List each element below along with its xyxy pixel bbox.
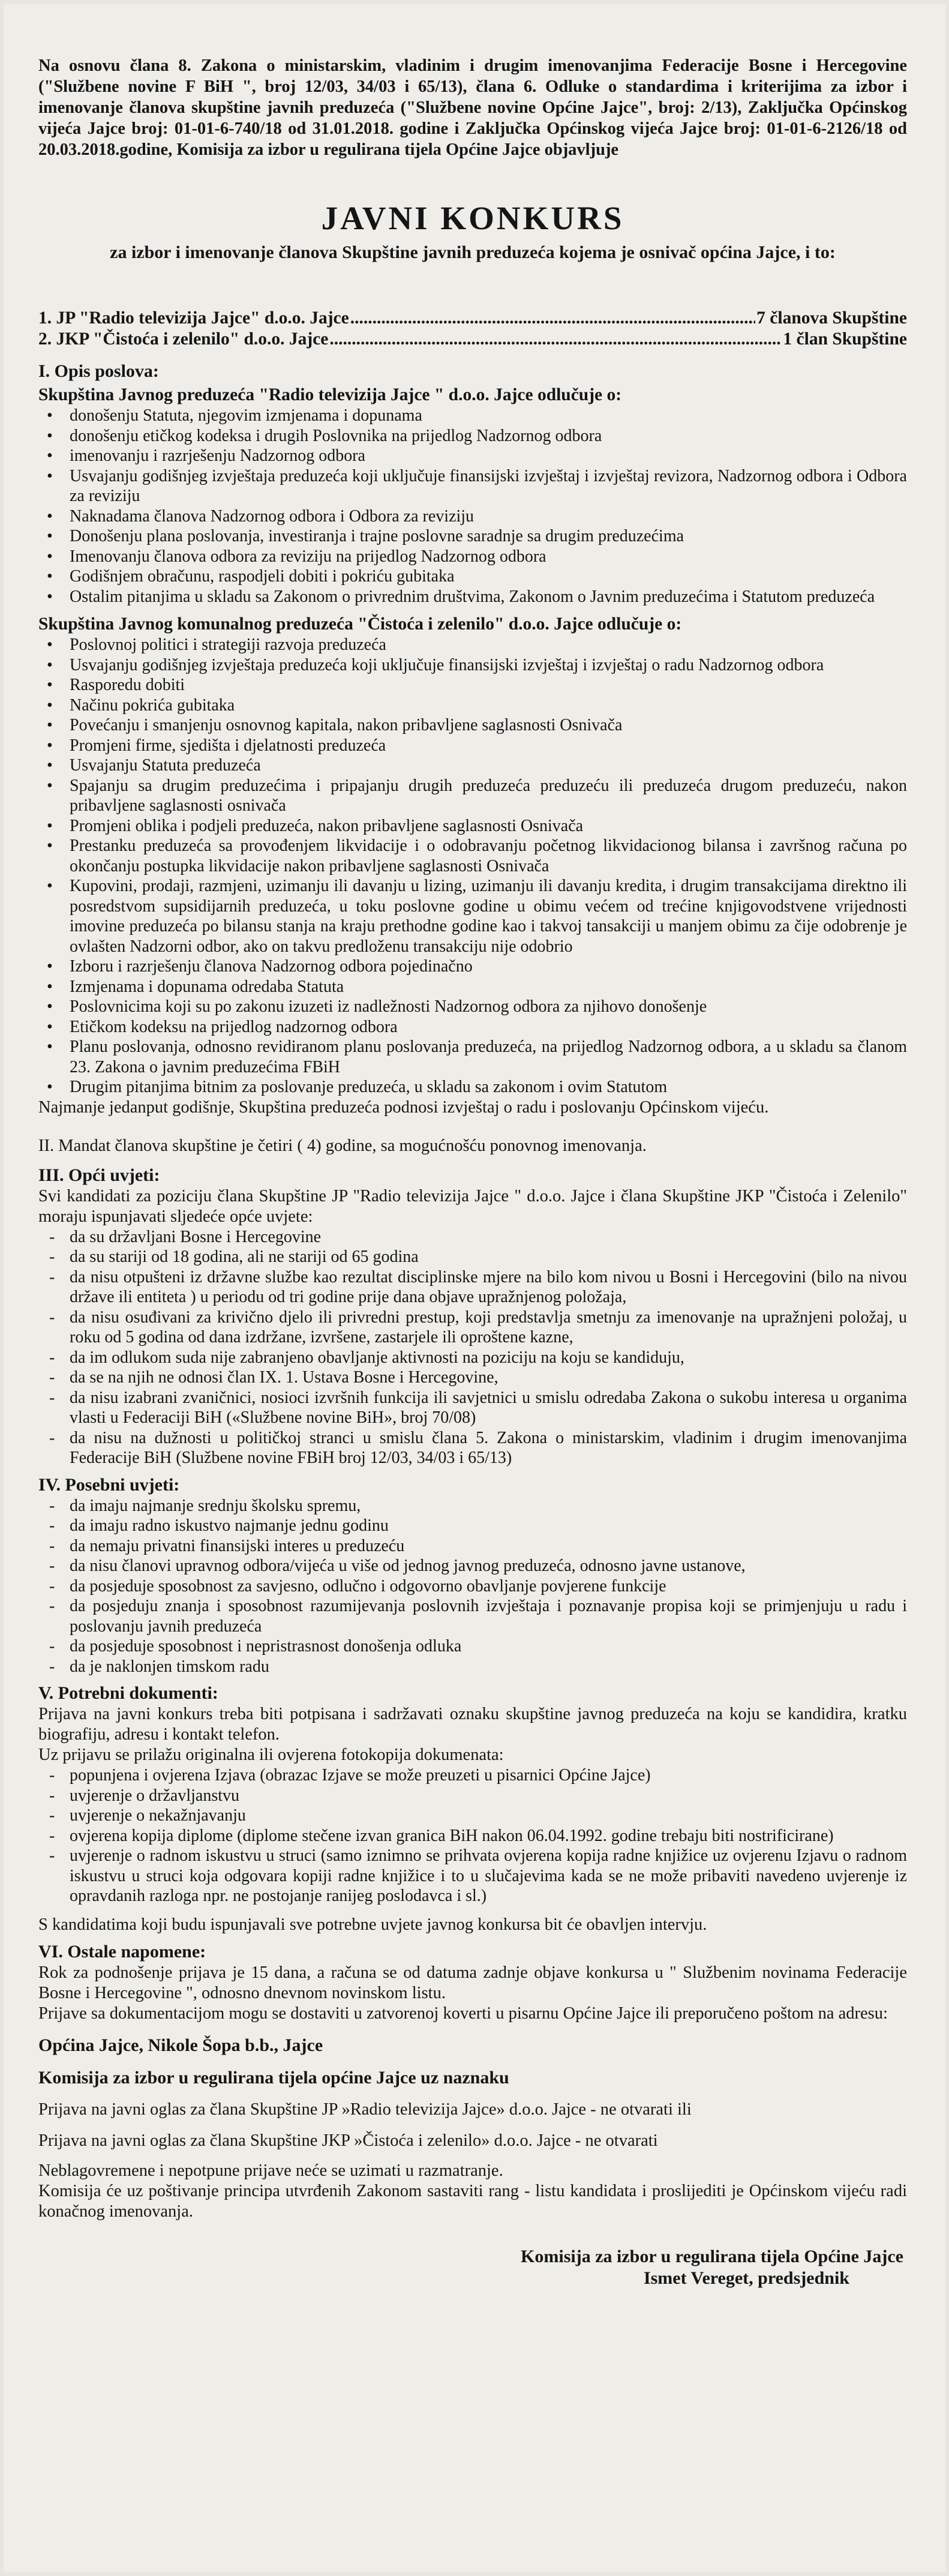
entity-name: 1. JP "Radio televizija Jajce" d.o.o. Jajce — [38, 308, 349, 328]
mandate-paragraph: II. Mandat članova skupštine je četiri ( 4) godine, sa mogućnošću ponovnog imenovanja. — [38, 1136, 647, 1155]
dot-leader — [350, 308, 755, 329]
list-item: • Usvajanju Statuta preduzeća — [38, 755, 907, 776]
list-item: • Naknadama članova Nadzornog odbora i Odbora za reviziju — [38, 506, 907, 527]
special-conditions-list — [38, 1496, 907, 1677]
list-item: • Etičkom kodeksu na prijedlog nadzornog odbora — [38, 1017, 907, 1037]
section-required-documents — [38, 1683, 907, 1935]
envelope-marking-radio: Prijava na javni oglas za člana Skupštine JP »Radio televizija Jajce» d.o.o. Jajce - ne otvarati ili — [38, 2100, 692, 2119]
radio-assembly-heading: Skupština Javnog preduzeća "Radio televizija Jajce " d.o.o. Jajce odlučuje o: — [38, 385, 622, 404]
list-item: • Izboru i razrješenju članova Nadzornog odbora pojedinačno — [38, 956, 907, 977]
list-item: - da imaju najmanje srednju školsku spremu, — [38, 1496, 907, 1516]
section-heading: VI. Ostale napomene: — [38, 1941, 206, 1962]
submission-paragraph: Prijave sa dokumentacijom mogu se dostaviti u zatvorenoj koverti u pisarnu Općine Jajce ili preporučeno poštom na adresu: — [38, 2004, 888, 2023]
newspaper-notice — [4, 4, 945, 2572]
list-item: • Poslovnoj politici i strategiji razvoja preduzeća — [38, 635, 907, 655]
commission-address: Komisija za izbor u regulirana tijela općine Jajce uz naznaku — [38, 2067, 509, 2088]
entity-row — [38, 308, 907, 329]
section-heading: III. Opći uvjeti: — [38, 1165, 160, 1185]
list-item: - popunjena i ovjerena Izjava (obrazac Izjave se može preuzeti u pisarnici Općine Jajce) — [38, 1765, 907, 1786]
general-conditions-list — [38, 1227, 907, 1468]
list-item: • Spajanju sa drugim preduzećima i pripajanju drugih preduzeća preduzeću ili preduzeća drugom preduzeću, nakon pribavljene saglasnosti osnivača — [38, 776, 907, 816]
list-item: • Prestanku preduzeća sa provođenjem likvidacije i o odobravanju početnog likvidacionog bilansa i završnog računa po okončanju postupka likvidacije nakon pribavljene saglasnosti Osnivača — [38, 836, 907, 876]
list-item: • Kupovini, prodaji, razmjeni, uzimanju ili davanju u lizing, uzimanju ili davanju kredita, i drugim transakcijama direktno ili posredstvom supsidijarnih preduzeća, u toku poslovne godine u obimu većem od trećine knjigovodstvene vrijednosti imovine preduzeća po bilansu stanja na kraju prethodne godine kao i takvoj tansakciji u manjem obimu za čije odobrenje je ovlašten Nadzorni odbor, ako on takvu predloženu transakciju nije odobrio — [38, 876, 907, 956]
list-item: • donošenju Statuta, njegovim izmjenama i dopunama — [38, 406, 907, 426]
president-name: Ismet Vereget, predsjednik — [643, 2268, 849, 2288]
list-item: - uvjerenje o nekažnjavanju — [38, 1806, 907, 1826]
list-item: • Godišnjem obračunu, raspodjeli dobiti i pokriću gubitaka — [38, 566, 907, 587]
radio-duties-list — [38, 406, 907, 607]
attachments-paragraph: Uz prijavu se prilažu originalna ili ovjerena fotokopija dokumenata: — [38, 1746, 504, 1764]
list-item: - da posjeduje sposobnost i nepristrasnost donošenja odluka — [38, 1636, 907, 1657]
list-item: • Izmjenama i dopunama odredaba Statuta — [38, 977, 907, 997]
list-item: • imenovanju i razrješenju Nadzornog odbora — [38, 446, 907, 466]
list-item: - da su stariji od 18 godina, ali ne stariji od 65 godina — [38, 1247, 907, 1267]
list-item: - da se na njih ne odnosi član IX. 1. Ustava Bosne i Hercegovine, — [38, 1368, 907, 1388]
list-item: • donošenju etičkog kodeksa i drugih Poslovnika na prijedlog Nadzornog odbora — [38, 426, 907, 446]
list-item: • Usvajanju godišnjeg izvještaja preduzeća koji uključuje finansijski izvještaj i izvještaj revizora, Nadzornog odbora i Odbora za reviziju — [38, 466, 907, 506]
notice-title: JAVNI KONKURS — [321, 200, 624, 236]
list-item: - da je naklonjen timskom radu — [38, 1657, 907, 1677]
entity-member-count: 1 član Skupštine — [783, 329, 907, 349]
list-item: • Poslovnicima koji su po zakonu izuzeti iz nadležnosti Nadzornog odbora za njihovo donošenje — [38, 997, 907, 1017]
notice-subtitle: za izbor i imenovanje članova Skupštine javnih preduzeća kojema je osnivač općina Jajce, i to: — [110, 242, 836, 262]
list-item: - da imaju radno iskustvo najmanje jednu godinu — [38, 1516, 907, 1536]
list-item: • Promjeni firme, sjedišta i djelatnosti preduzeća — [38, 736, 907, 756]
list-item: • Ostalim pitanjima u skladu sa Zakonom o privrednim društvima, Zakonom o Javnim preduzećima i Statutom preduzeća — [38, 587, 907, 607]
entity-row — [38, 329, 907, 350]
late-applications-note: Neblagovremene i nepotpune prijave neće se uzimati u razmatranje. — [38, 2161, 503, 2180]
list-item: • Usvajanju godišnjeg izvještaja preduzeća koji uključuje finansijski izvještaj i izvještaj o radu Nadzornog odbora — [38, 655, 907, 676]
section-special-conditions — [38, 1474, 907, 1677]
documents-list — [38, 1765, 907, 1906]
list-item: - da im odlukom suda nije zabranjeno obavljanje aktivnosti na poziciju na koju se kandiduju, — [38, 1348, 907, 1368]
list-item: • Rasporedu dobiti — [38, 675, 907, 695]
signature-block — [38, 2246, 907, 2289]
list-item: - da posjeduje sposobnost za savjesno, odlučno i odgovorno obavljanje povjerene funkcije — [38, 1576, 907, 1597]
entity-name: 2. JKP "Čistoća i zelenilo" d.o.o. Jajce — [38, 329, 329, 349]
list-item: - da nisu otpušteni iz državne službe kao rezultat disciplinske mjere na bilo kom nivou u Bosni i Hercegovini (bilo na nivou države ili entiteta ) u periodu od tri godine prije dana objave upražnjenog položaja, — [38, 1267, 907, 1308]
list-item: • Načinu pokrića gubitaka — [38, 695, 907, 716]
section-other-notes — [38, 1941, 907, 2222]
commission-name: Komisija za izbor u regulirana tijela Općine Jajce — [521, 2246, 903, 2266]
list-item: • Donošenju plana poslovanja, investiranja i trajne poslovne saradnje sa drugim preduzećima — [38, 526, 907, 547]
interview-note: S kandidatima koji budu ispunjavali sve potrebne uvjete javnog konkursa bit će obavljen intervju. — [38, 1915, 707, 1934]
section-heading: V. Potrebni dokumenti: — [38, 1683, 218, 1703]
envelope-marking-cistoca: Prijava na javni oglas za člana Skupštine JKP »Čistoća i zelenilo» d.o.o. Jajce - ne otvarati — [38, 2131, 658, 2150]
intro-paragraph: Na osnovu člana 8. Zakona o ministarskim, vladinim i drugim imenovanjima Federacije Bosne i Hercegovine ("Službene novine F BiH ", broj 12/03, 34/03 i 65/13), člana 6. Odluke o standardima i kriterijima za izbor i imenovanje članova skupštine javnih preduzeća ("Službene novine Općine Jajce", broj: 2/13), Zaključka Općinskog vijeća Jajce broj: 01-01-6-740/18 od 31.01.2018. godine i Zaključka Općinskog vijeća Jajce broj: 01-01-6-2126/18 od 20.03.2018.godine, Komisija za izbor u regulirana tijela Općine Jajce objavljuje — [38, 56, 907, 159]
annual-report-note: Najmanje jedanput godišnje, Skupština preduzeća podnosi izvještaj o radu i poslovanju Općinskom vijeću. — [38, 1097, 769, 1117]
list-item: - da su državljani Bosne i Hercegovine — [38, 1227, 907, 1247]
application-paragraph: Prijava na javni konkurs treba biti potpisana i sadržavati oznaku skupštine javnog preduzeća na koju se kandidira, kratku biografiju, adresu i kontakt telefon. — [38, 1705, 907, 1744]
list-item: - uvjerenje o državljanstvu — [38, 1786, 907, 1806]
list-item: - da nemaju privatni finansijski interes u preduzeću — [38, 1536, 907, 1557]
entity-member-count: 7 članova Skupštine — [756, 308, 907, 328]
section-heading: IV. Posebni uvjeti: — [38, 1474, 180, 1495]
list-item: - da nisu osuđivani za krivično djelo ili privredni prestup, koji predstavlja smetnju za imenovanje na upražnjeni položaj, u roku od 5 godina od dana izdržane, izvršene, zastarjele ili oproštene kazne, — [38, 1308, 907, 1348]
list-item: - da nisu izabrani zvaničnici, nosioci izvršnih funkcija ili savjetnici u smislu odredaba Zakona o sukobu interesa u organima vlasti u Federaciji BiH («Službene novine BiH», broj 70/08) — [38, 1388, 907, 1428]
general-conditions-intro: Svi kandidati za poziciju člana Skupštine JP "Radio televizija Jajce " d.o.o. Jajce i člana Skupštine JKP "Čistoća i Zelenilo" moraju ispunjavati sljedeće opće uvjete: — [38, 1186, 907, 1226]
entity-list — [38, 308, 907, 350]
cistoca-assembly-heading: Skupština Javnog komunalnog preduzeća "Čistoća i zelenilo" d.o.o. Jajce odlučuje o: — [38, 614, 682, 634]
section-general-conditions — [38, 1165, 907, 1468]
list-item: • Drugim pitanjima bitnim za poslovanje preduzeća, u skladu sa zakonom i ovim Statutom — [38, 1077, 907, 1097]
list-item: • Imenovanju članova odbora za reviziju na prijedlog Nadzornog odbora — [38, 547, 907, 567]
list-item: - uvjerenje o radnom iskustvu u struci (samo iznimno se prihvata ovjerena kopija radne knjižice uz ovjerenu Izjavu o radnom iskustvu u struci koja odgovara kopiji radne knjižice i to u slučajevima kada se ne može pribaviti navedeno uvjerenje iz opravdanih razloga npr. ne postojanje ranijeg poslodavca i sl.) — [38, 1846, 907, 1906]
list-item: • Planu poslovanja, odnosno revidiranom planu poslovanja preduzeća, na prijedlog Nadzornog odbora, a u skladu sa članom 23. Zakona o javnim preduzećima FBiH — [38, 1037, 907, 1077]
deadline-paragraph: Rok za podnošenje prijava je 15 dana, a računa se od datuma zadnje objave konkursa u " Službenim novinama Federacije Bosne i Hercegovine ", odnosno dnevnom novinskom listu. — [38, 1963, 907, 2002]
section-heading: I. Opis poslova: — [38, 361, 159, 381]
list-item: • Promjeni oblika i podjeli preduzeća, nakon pribavljene saglasnosti Osnivača — [38, 816, 907, 836]
postal-address: Općina Jajce, Nikole Šopa b.b., Jajce — [38, 2035, 323, 2055]
cistoca-duties-list — [38, 635, 907, 1097]
list-item: - ovjerena kopija diplome (diplome stečene izvan granica BiH nakon 06.04.1992. godine trebaju biti nostrificirane) — [38, 1826, 907, 1846]
section-job-description — [38, 361, 907, 1118]
dot-leader — [329, 329, 782, 350]
list-item: - da nisu članovi upravnog odbora/vijeća u više od jednog javnog preduzeća, odnosno javne ustanove, — [38, 1556, 907, 1576]
ranking-note: Komisija će uz poštivanje principa utvrđenih Zakonom sastaviti rang - listu kandidata i proslijediti je Općinskom vijeću radi konačnog imenovanja. — [38, 2181, 907, 2221]
list-item: - da nisu na dužnosti u političkoj stranci u smislu člana 5. Zakona o ministarskim, vladinim i drugim imenovanjima Federacije BiH (Službene novine FBiH broj 12/03, 34/03 i 65/13) — [38, 1428, 907, 1468]
list-item: • Povećanju i smanjenju osnovnog kapitala, nakon pribavljene saglasnosti Osnivača — [38, 715, 907, 736]
list-item: - da posjeduju znanja i sposobnost razumijevanja poslovnih izvještaja i poznavanje propisa koji se primjenjuju u radu i poslovanju javnih preduzeća — [38, 1596, 907, 1636]
